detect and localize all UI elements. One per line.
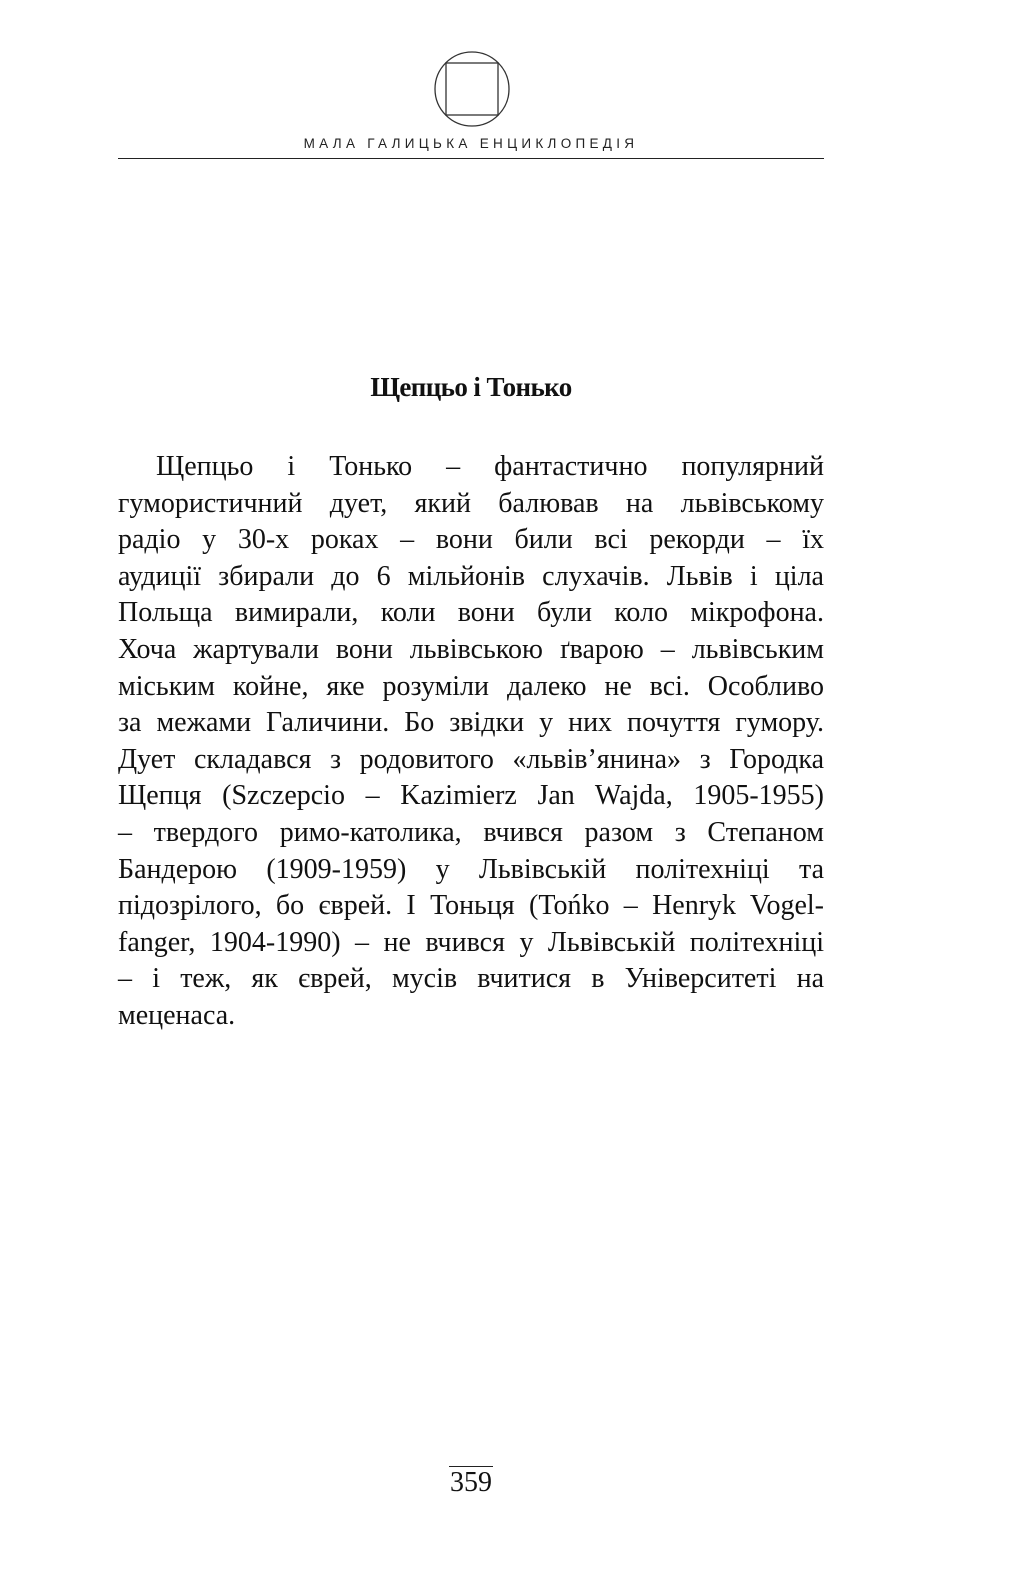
body-line: Щепця (Szczepcio – Kazimierz Jan Wajda, 1905-1955): [118, 780, 824, 812]
page-number-text: 359: [450, 1467, 492, 1498]
body-line: Дует складався з родовитого «львів’янина» з Городка: [118, 743, 824, 775]
body-line: Бандерою (1909-1959) у Львівській політехніці та: [118, 853, 824, 885]
body-line: fanger, 1904-1990) – не вчився у Львівській політехніці: [118, 926, 824, 958]
body-line: аудиції збирали до 6 мільйонів слухачів. Львів і ціла: [118, 560, 824, 592]
body-line: Польща вимирали, коли вони були коло мікрофона.: [118, 597, 824, 629]
article-title: Щепцьо і Тонько: [370, 372, 572, 402]
body-line: – твердого римо-католика, вчився разом з Степаном: [118, 816, 824, 848]
body-line: за межами Галичини. Бо звідки у них почуття гумору.: [118, 707, 824, 739]
body-line: гумористичний дует, який балював на львівському: [118, 487, 824, 519]
body-line: радіо у 30-х роках – вони били всі рекорди – їх: [118, 524, 824, 556]
body-line: підозрілого, бо єврей. І Тоньця (Tońko – Henryk Vogel-: [118, 890, 824, 922]
article-body: [118, 449, 824, 1035]
body-line: Щепцьо і Тонько – фантастично популярний: [156, 451, 824, 482]
body-line: меценаса.: [118, 999, 236, 1031]
page-number: [118, 1466, 824, 1499]
body-line: Хоча жартували вони львівською ґварою – львівським: [118, 633, 824, 665]
encyclopedia-emblem-icon: [433, 50, 511, 128]
header-rule: [118, 158, 824, 159]
running-head: МАЛА ГАЛИЦЬКА ЕНЦИКЛОПЕДІЯ: [303, 136, 639, 151]
body-line: – і теж, як єврей, мусів вчитися в Університеті на: [118, 963, 824, 995]
body-line: міським койне, яке розуміли далеко не всі. Особливо: [118, 670, 824, 702]
